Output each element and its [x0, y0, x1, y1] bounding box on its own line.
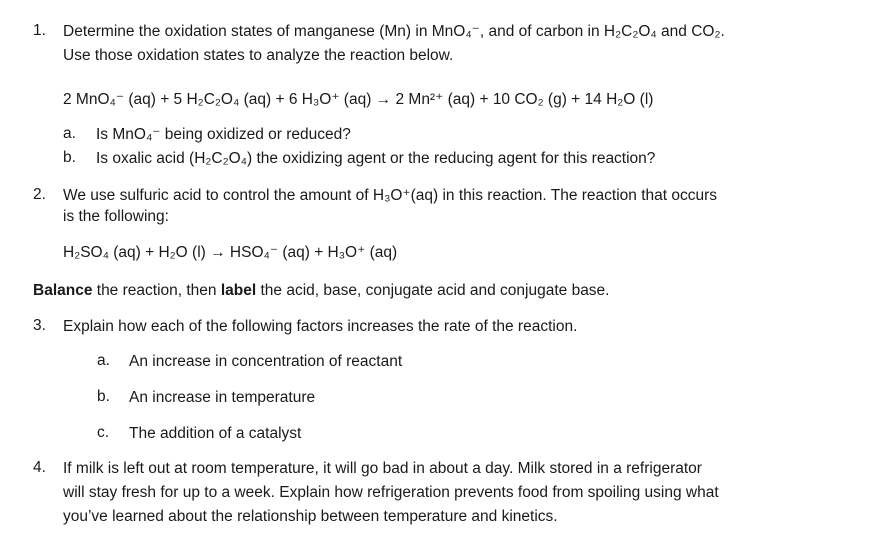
q1-line-1: Determine the oxidation states of manganese (Mn) in MnO₄⁻, and of carbon in H₂C₂O₄ and CO₂. — [63, 23, 725, 40]
q3-item-c-text: The addition of a catalyst — [129, 425, 302, 442]
q2-instruction-mid: the reaction, then — [92, 282, 221, 299]
q3-item-a-text: An increase in concentration of reactant — [129, 353, 403, 370]
balance-keyword: Balance — [33, 282, 93, 299]
q1-b-text: Is oxalic acid (H₂C₂O₄) the oxidizing agent or the reducing agent for this reaction? — [96, 150, 656, 167]
q2-equation: H₂SO₄ (aq) + H₂O (l) → HSO₄⁻ (aq) + H₃O⁺ (aq) — [63, 244, 398, 261]
q1-b-label: b. — [63, 149, 76, 166]
q4-line-3: you’ve learned about the relationship between temperature and kinetics. — [63, 508, 558, 525]
q3-item-b-label: b. — [97, 388, 110, 405]
q2-instruction-end: the acid, base, conjugate acid and conjugate base. — [256, 282, 610, 299]
label-keyword: label — [220, 282, 257, 299]
q1-number: 1. — [33, 22, 46, 39]
q2-line-2: is the following: — [63, 208, 169, 225]
q4-line-2: will stay fresh for up to a week. Explain how refrigeration prevents food from spoiling using what — [63, 484, 719, 501]
q1-equation: 2 MnO₄⁻ (aq) + 5 H₂C₂O₄ (aq) + 6 H₃O⁺ (aq) → 2 Mn²⁺ (aq) + 10 CO₂ (g) + 14 H₂O (l) — [63, 91, 654, 108]
q2-line-1: We use sulfuric acid to control the amount of H₃O⁺(aq) in this reaction. The reaction that occurs — [63, 187, 718, 204]
q3-item-a-label: a. — [97, 352, 110, 369]
q2-instruction — [33, 281, 610, 301]
q4-number: 4. — [33, 459, 46, 476]
q1-a-label: a. — [63, 125, 76, 142]
q1-line-2: Use those oxidation states to analyze the reaction below. — [63, 47, 454, 64]
q3-item-c-label: c. — [97, 424, 110, 441]
q3-number: 3. — [33, 317, 46, 334]
q1-a-text: Is MnO₄⁻ being oxidized or reduced? — [96, 126, 351, 143]
q3-item-b-text: An increase in temperature — [129, 389, 316, 406]
q3-prompt: Explain how each of the following factors increases the rate of the reaction. — [63, 318, 578, 335]
q2-number: 2. — [33, 186, 46, 203]
q4-line-1: If milk is left out at room temperature, it will go bad in about a day. Milk stored in a refrigerator — [63, 460, 702, 477]
